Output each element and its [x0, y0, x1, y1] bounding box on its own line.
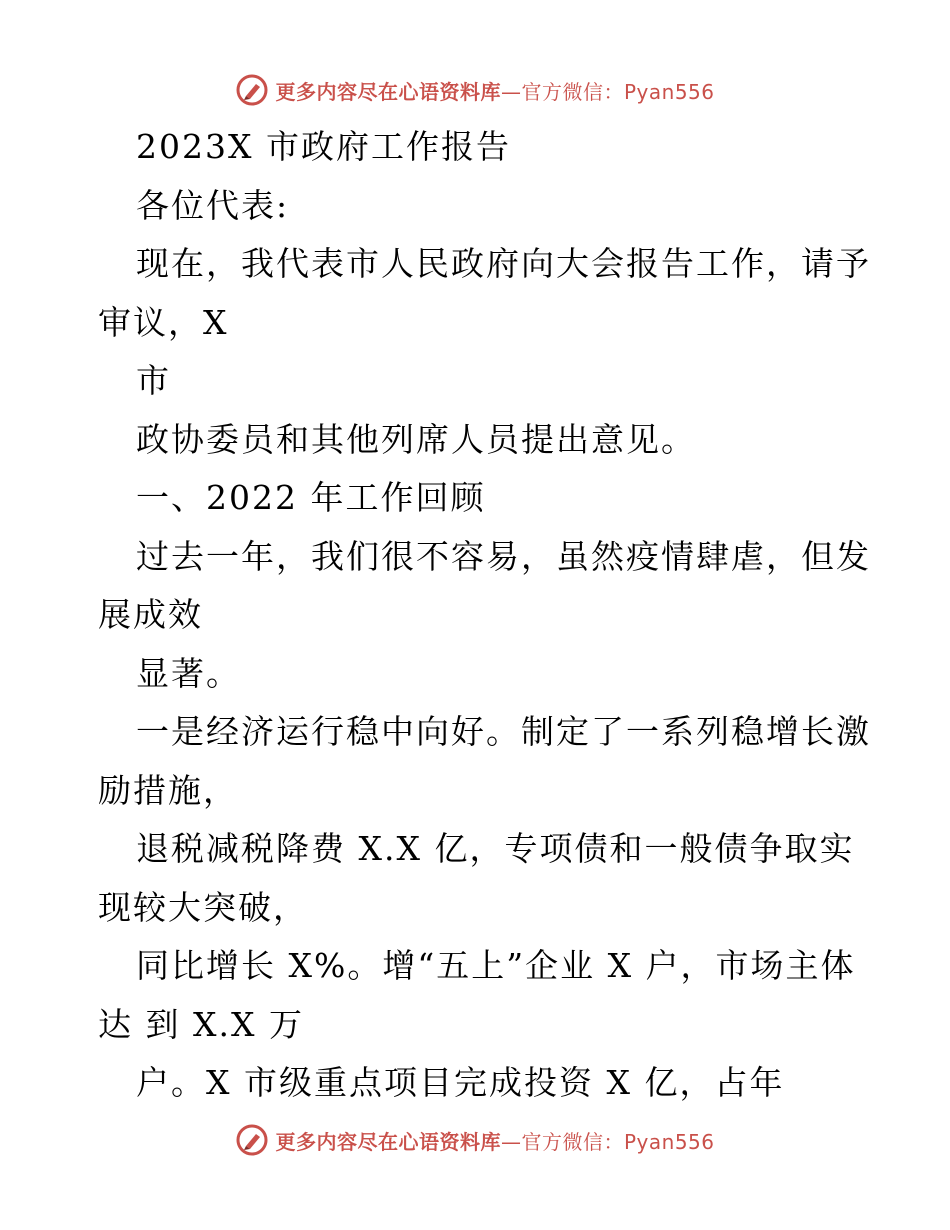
pen-in-circle-logo-icon	[235, 73, 269, 107]
paragraph-line: 达 到 X.X 万	[98, 1004, 304, 1044]
header-site-text: 更多内容尽在心语资料库	[275, 79, 501, 104]
paragraph-line: 一是经济运行稳中向好。制定了一系列稳增长激	[136, 712, 871, 751]
paragraph-line: 审议，X	[98, 302, 229, 342]
salutation: 各位代表:	[136, 185, 290, 225]
header-wechat-label: 官方微信：	[521, 79, 624, 104]
paragraph-line: 现在，我代表市人民政府向大会报告工作，请予	[136, 244, 871, 283]
header-watermark-banner	[0, 70, 950, 110]
pen-in-circle-logo-icon	[235, 1123, 269, 1157]
paragraph-line: 过去一年，我们很不容易，虽然疫情肆虐，但发	[136, 536, 871, 576]
footer-wechat-label: 官方微信：	[521, 1129, 624, 1154]
footer-site-text: 更多内容尽在心语资料库	[275, 1129, 501, 1154]
document-title: 2023X 市政府工作报告	[136, 127, 511, 166]
header-dash: —	[500, 79, 522, 104]
paragraph-line: 现较大突破，	[98, 887, 308, 927]
paragraph-line: 退税减税降费 X.X 亿，专项债和一般债争取实	[136, 829, 855, 868]
header-banner-text	[275, 76, 714, 105]
paragraph-line: 显著。	[136, 653, 241, 693]
paragraph-line: 市	[136, 361, 171, 400]
footer-wechat-id: Pyan556	[623, 1129, 715, 1154]
section-heading: 一、2022 年工作回顾	[136, 478, 486, 517]
footer-watermark-banner	[0, 1120, 950, 1160]
header-wechat-id: Pyan556	[623, 79, 715, 104]
paragraph-line: 同比增长 X%。增“五上”企业 X 户，市场主体	[136, 946, 856, 985]
document-body	[98, 118, 871, 1113]
paragraph-line: 政协委员和其他列席人员提出意见。	[136, 419, 696, 459]
paragraph-line: 户。X 市级重点项目完成投资 X 亿，占年	[136, 1063, 785, 1102]
footer-dash: —	[500, 1129, 522, 1154]
paragraph-line: 励措施，	[98, 770, 238, 810]
paragraph-line: 展成效	[98, 595, 203, 634]
footer-banner-text	[275, 1126, 714, 1155]
